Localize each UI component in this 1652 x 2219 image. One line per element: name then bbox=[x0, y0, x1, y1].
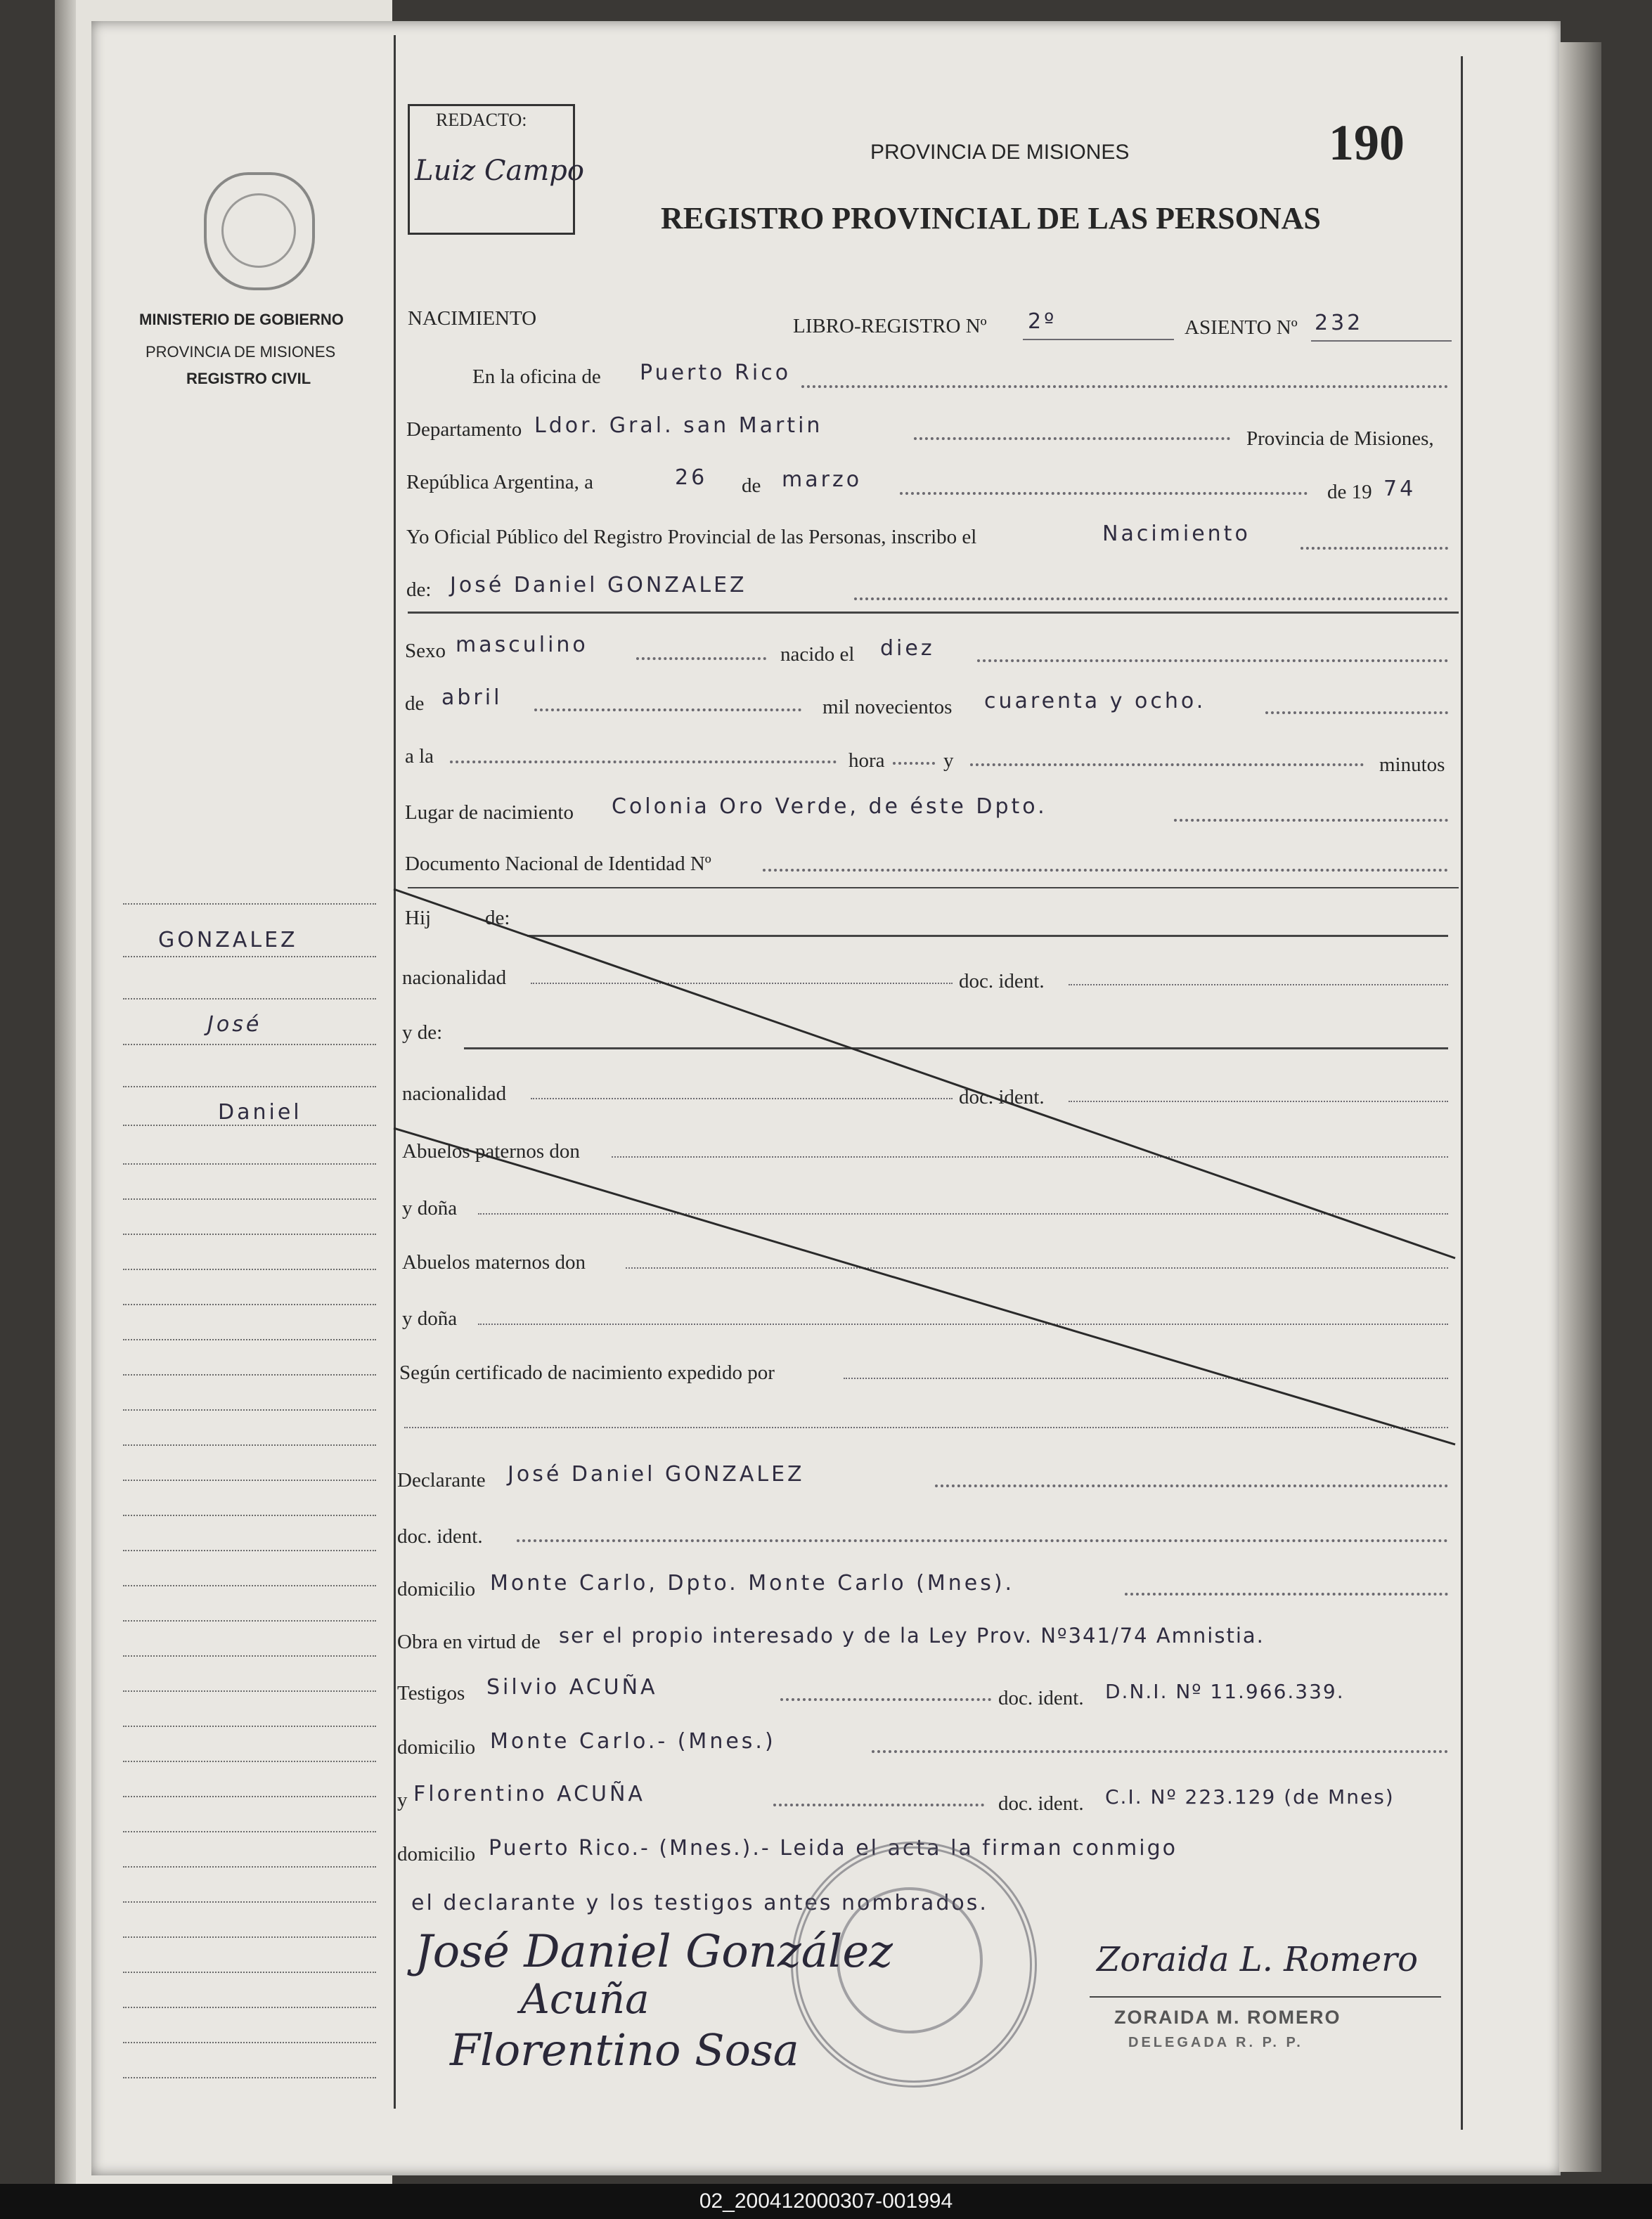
signature-official: Zoraida L. Romero bbox=[1097, 1940, 1418, 1979]
domicilio-dots-1 bbox=[1125, 1593, 1448, 1596]
asiento-value: 232 bbox=[1315, 311, 1364, 335]
dia-value: 26 bbox=[675, 465, 708, 490]
doc-ident-label-2: doc. ident. bbox=[959, 1086, 1045, 1108]
testigo1-doc-value: D.N.I. Nº 11.966.339. bbox=[1105, 1680, 1345, 1703]
inscribo-value: Nacimiento bbox=[1102, 522, 1251, 546]
province-heading: PROVINCIA DE MISIONES bbox=[870, 141, 1130, 164]
declarante-label: Declarante bbox=[397, 1469, 486, 1492]
testigo2-doc-value: C.I. Nº 223.129 (de Mnes) bbox=[1105, 1785, 1395, 1809]
mes-value: marzo bbox=[782, 467, 863, 492]
a-la-label: a la bbox=[405, 745, 434, 768]
dni-label: Documento Nacional de Identidad Nº bbox=[405, 853, 711, 875]
margin-surname: GONZALEZ bbox=[158, 928, 298, 952]
libro-label: LIBRO-REGISTRO Nº bbox=[793, 315, 987, 337]
closing-value: el declarante y los testigos antes nombrados. bbox=[411, 1891, 988, 1915]
obra-label: Obra en virtud de bbox=[397, 1631, 541, 1653]
republica-label: República Argentina, a bbox=[406, 471, 594, 493]
y-dona-label-1: y doña bbox=[402, 1197, 458, 1220]
asiento-label: ASIENTO Nº bbox=[1185, 316, 1298, 339]
scan-footer-id: 02_200412000307-001994 bbox=[0, 2184, 1652, 2219]
departamento-label: Departamento bbox=[406, 418, 522, 441]
signature-witness-2: Florentino Sosa bbox=[450, 2024, 799, 2076]
domicilio-declarante-value: Monte Carlo, Dpto. Monte Carlo (Mnes). bbox=[490, 1571, 1015, 1596]
signature-declarante: José Daniel González bbox=[415, 1926, 893, 1978]
signature-witness-1: Acuña bbox=[520, 1975, 650, 2023]
margin-second-name: Daniel bbox=[218, 1100, 302, 1125]
oficina-label: En la oficina de bbox=[472, 365, 601, 388]
redacto-label: REDACTO: bbox=[436, 110, 527, 130]
redacto-signature: Luiz Campo bbox=[415, 155, 584, 187]
departamento-value: Ldor. Gral. san Martin bbox=[534, 413, 823, 438]
nacido-label: nacido el bbox=[780, 643, 855, 666]
mes-nacimiento-value: abril bbox=[441, 685, 503, 710]
domicilio-label-1: domicilio bbox=[397, 1578, 476, 1600]
domicilio-label-2: domicilio bbox=[397, 1736, 476, 1759]
testigo2-doc-label: doc. ident. bbox=[998, 1792, 1084, 1815]
testigo1-dots bbox=[780, 1698, 991, 1701]
y-label: y bbox=[943, 749, 954, 772]
registered-name: José Daniel GONZALEZ bbox=[450, 573, 747, 597]
page-number: 190 bbox=[1329, 115, 1405, 171]
provincia-label: Provincia de Misiones, bbox=[1246, 427, 1434, 450]
ministry-line1: MINISTERIO DE GOBIERNO bbox=[139, 311, 344, 328]
doc-ident-declarante-label: doc. ident. bbox=[397, 1525, 483, 1548]
y-dona-label-2: y doña bbox=[402, 1307, 458, 1330]
mil-novecientos-label: mil novecientos bbox=[822, 696, 953, 718]
ministry-line2: PROVINCIA DE MISIONES bbox=[146, 343, 336, 361]
y-de-label: y de: bbox=[402, 1021, 443, 1044]
nacionalidad-label-1: nacionalidad bbox=[402, 966, 507, 989]
official-title: DELEGADA R. P. P. bbox=[1128, 2035, 1303, 2050]
hij-de-label: de: bbox=[485, 907, 510, 929]
testigo1-value: Silvio ACUÑA bbox=[486, 1675, 658, 1700]
oficina-value: Puerto Rico bbox=[640, 361, 792, 385]
abuelos-maternos-label: Abuelos maternos don bbox=[402, 1251, 586, 1274]
domicilio-testigo1-value: Monte Carlo.- (Mnes.) bbox=[490, 1729, 776, 1754]
abuelos-paternos-label: Abuelos paternos don bbox=[402, 1140, 580, 1163]
nacido-value: diez bbox=[880, 636, 935, 661]
declarante-value: José Daniel GONZALEZ bbox=[508, 1462, 805, 1487]
obra-value: ser el propio interesado y de la Ley Prov. Nº341/74 Amnistia. bbox=[559, 1624, 1265, 1648]
y-testigo-label: y bbox=[397, 1789, 408, 1811]
testigo2-value: Florentino ACUÑA bbox=[413, 1782, 645, 1806]
doc-ident-declarante-dots bbox=[517, 1539, 1448, 1542]
lugar-value: Colonia Oro Verde, de éste Dpto. bbox=[612, 794, 1047, 819]
libro-value: 2º bbox=[1028, 309, 1057, 334]
nacionalidad-label-2: nacionalidad bbox=[402, 1082, 507, 1105]
sexo-label: Sexo bbox=[405, 640, 446, 662]
testigo1-doc-label: doc. ident. bbox=[998, 1687, 1084, 1709]
segun-certificado-label: Según certificado de nacimiento expedido por bbox=[399, 1361, 775, 1384]
declarante-dots bbox=[935, 1484, 1448, 1487]
sexo-value: masculino bbox=[456, 633, 588, 657]
de-name-label: de: bbox=[406, 578, 432, 601]
hora-label: hora bbox=[848, 749, 885, 772]
de-label: de bbox=[742, 474, 761, 497]
year-value: 74 bbox=[1383, 477, 1417, 501]
de-mes-label: de bbox=[405, 692, 425, 715]
doc-ident-label-1: doc. ident. bbox=[959, 970, 1045, 992]
testigos-label: Testigos bbox=[397, 1682, 465, 1704]
anio-nacimiento-value: cuarenta y ocho. bbox=[984, 689, 1206, 713]
lugar-label: Lugar de nacimiento bbox=[405, 801, 574, 824]
registry-title: REGISTRO PROVINCIAL DE LAS PERSONAS bbox=[661, 201, 1321, 235]
hij-label: Hij bbox=[405, 907, 432, 929]
yo-oficial-label: Yo Oficial Público del Registro Provincial de las Personas, inscribo el bbox=[406, 526, 977, 548]
minutos-label: minutos bbox=[1379, 753, 1445, 776]
domicilio-label-3: domicilio bbox=[397, 1843, 476, 1865]
testigo2-dots bbox=[773, 1804, 984, 1806]
margin-first-name: José bbox=[207, 1012, 262, 1037]
ministry-line3: REGISTRO CIVIL bbox=[186, 370, 311, 387]
domicilio-dots-2 bbox=[872, 1750, 1448, 1753]
domicilio-testigo2-value: Puerto Rico.- (Mnes.).- Leida el acta la firman conmigo bbox=[489, 1836, 1178, 1861]
official-name: ZORAIDA M. ROMERO bbox=[1114, 2007, 1341, 2028]
official-signature-rule bbox=[1090, 1996, 1441, 1998]
nacimiento-label: NACIMIENTO bbox=[408, 307, 537, 330]
de-year-label: de 19 bbox=[1327, 481, 1372, 503]
